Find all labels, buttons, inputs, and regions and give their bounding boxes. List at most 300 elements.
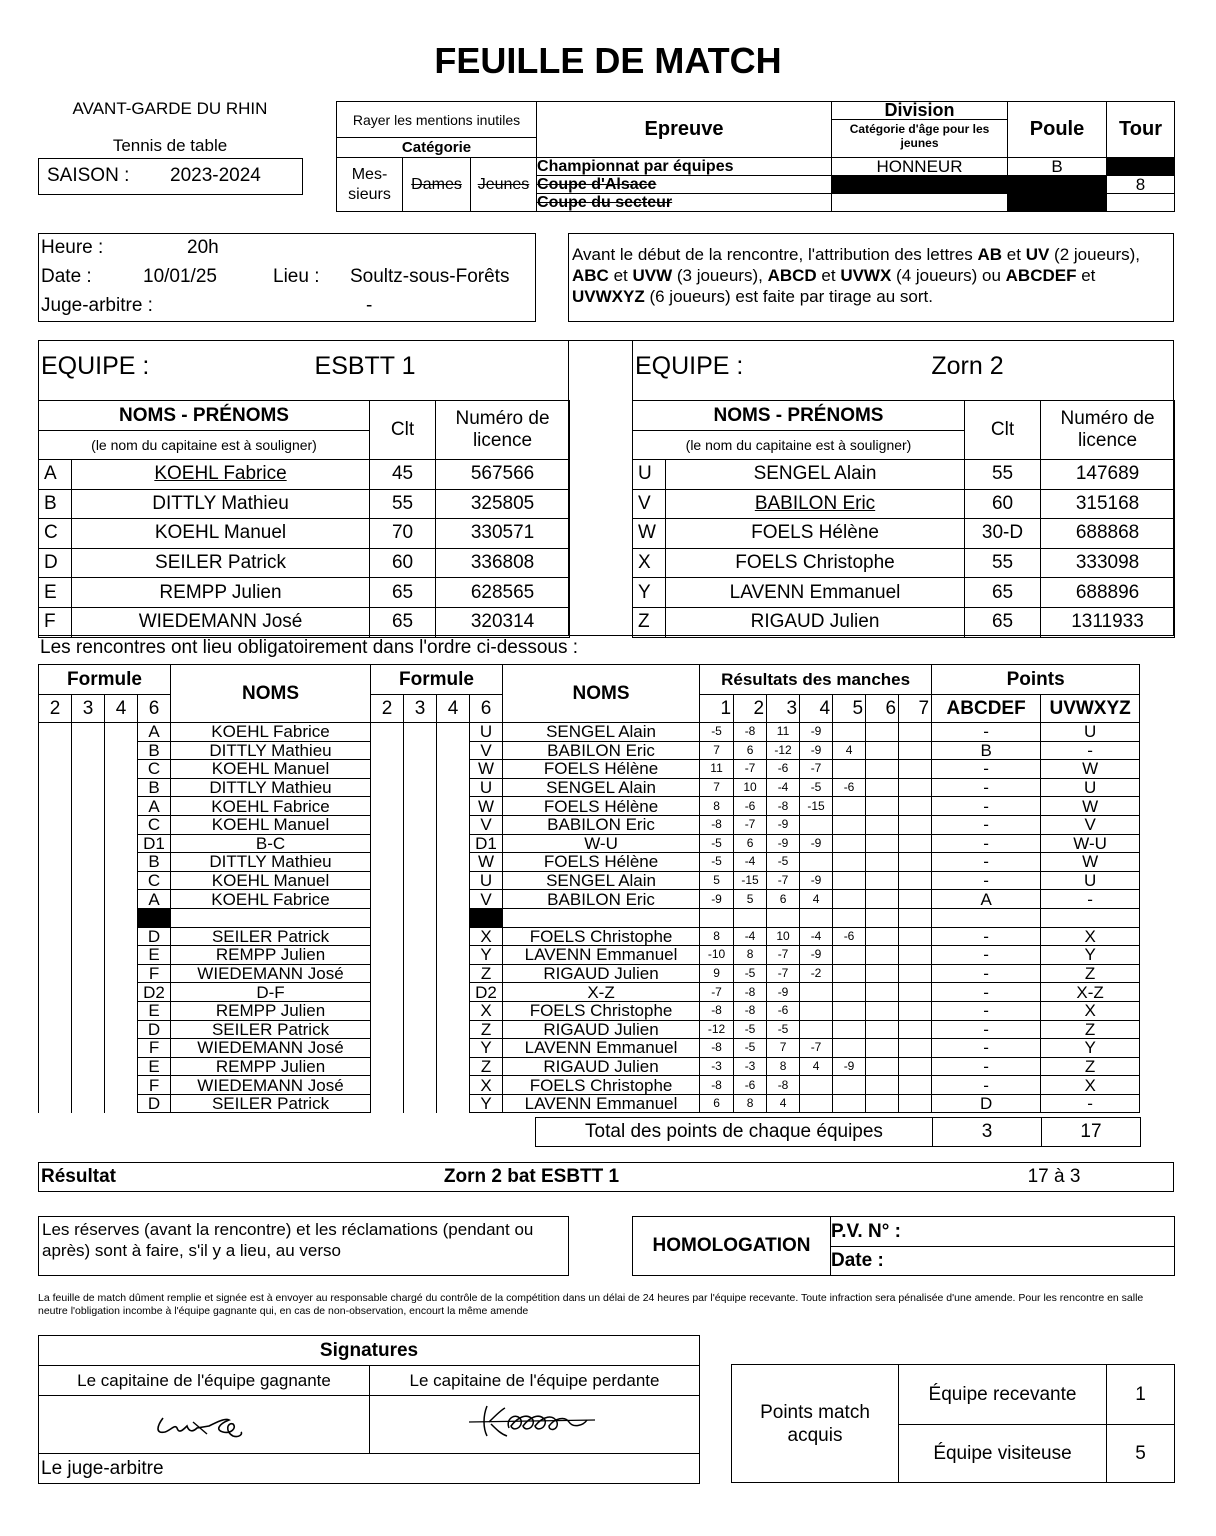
away-clt-header: Clt (965, 401, 1041, 460)
away-letter: Y (470, 1094, 503, 1113)
player-letter: D (39, 548, 72, 578)
formule-cell (72, 871, 105, 890)
home-clt-header: Clt (370, 401, 436, 460)
away-point: V (1041, 815, 1140, 834)
separator-cell (800, 908, 833, 927)
formule-cell (72, 1039, 105, 1058)
player-clt: 65 (370, 578, 436, 608)
formule-cell (105, 815, 138, 834)
home-point: - (932, 1039, 1041, 1058)
away-letter: X (470, 1001, 503, 1020)
formule-cell (105, 834, 138, 853)
set-score (833, 890, 866, 909)
home-player: KOEHL Manuel (171, 871, 371, 890)
loser-signature (465, 1398, 605, 1446)
game-row (39, 946, 1140, 965)
away-letter: W (470, 853, 503, 872)
set-score (800, 1076, 833, 1095)
formule-cell (437, 908, 470, 927)
away-team-table (632, 400, 1175, 638)
set-score: 10 (767, 927, 800, 946)
set-score: 10 (734, 778, 767, 797)
formule-cell (72, 853, 105, 872)
set-score: 7 (700, 741, 734, 760)
strike-note: Rayer les mentions inutiles (337, 102, 537, 138)
away-player: SENGEL Alain (503, 778, 700, 797)
set-score: 7 (700, 778, 734, 797)
game-row (39, 723, 1140, 742)
set-score (833, 760, 866, 779)
set-score: -8 (700, 815, 734, 834)
formule-cell (105, 1039, 138, 1058)
away-letter: V (470, 741, 503, 760)
away-point: W (1041, 760, 1140, 779)
home-point: - (932, 1020, 1041, 1039)
formule-cell (404, 815, 437, 834)
player-licence: 333098 (1041, 548, 1175, 578)
player-licence: 147689 (1041, 460, 1175, 490)
formule-cell (39, 1094, 72, 1113)
away-player: RIGAUD Julien (503, 1020, 700, 1039)
set-score: -6 (734, 797, 767, 816)
pv-label: P.V. N° : (831, 1217, 1175, 1247)
set-score: -15 (734, 871, 767, 890)
away-point: X (1041, 1001, 1140, 1020)
home-formule-col: 2 (39, 695, 72, 723)
home-player: REMPP Julien (171, 1057, 371, 1076)
season-value: 2023-2024 (170, 165, 261, 186)
formule-cell (371, 1057, 404, 1076)
game-row (39, 1057, 1140, 1076)
set-score (866, 834, 899, 853)
set-number-header: 7 (899, 695, 932, 723)
player-name: RIGAUD Julien (666, 607, 965, 637)
set-score: 4 (800, 1057, 833, 1076)
set-score: -9 (767, 983, 800, 1002)
home-player: SEILER Patrick (171, 1094, 371, 1113)
set-score (866, 1001, 899, 1020)
jeunes-cell: Jeunes (471, 158, 537, 212)
formule-cell (437, 1039, 470, 1058)
home-point: A (932, 890, 1041, 909)
set-score (866, 1020, 899, 1039)
set-score: -5 (734, 964, 767, 983)
home-formule-header: Formule (39, 665, 171, 695)
set-score (866, 890, 899, 909)
home-player-row (39, 607, 570, 637)
match-info-box (38, 233, 536, 322)
away-player: FOELS Hélène (503, 853, 700, 872)
set-number-header: 3 (767, 695, 800, 723)
game-row (39, 834, 1140, 853)
home-letter: C (138, 760, 171, 779)
games-separator-row (39, 908, 1140, 927)
set-score (866, 964, 899, 983)
home-formule-col: 4 (105, 695, 138, 723)
reserves-note: Les réserves (avant la rencontre) et les réclamations (pendant ou après) sont à faire, s'il y a lieu, au verso (38, 1216, 569, 1276)
player-licence: 320314 (436, 607, 570, 637)
formule-cell (371, 1094, 404, 1113)
formule-cell (404, 1076, 437, 1095)
formule-cell (72, 797, 105, 816)
formule-cell (105, 1020, 138, 1039)
home-player: DITTLY Mathieu (171, 853, 371, 872)
home-player-row (39, 519, 570, 549)
formule-cell (39, 908, 72, 927)
player-name: LAVENN Emmanuel (666, 578, 965, 608)
set-score: -3 (700, 1057, 734, 1076)
home-points-value: 1 (1107, 1365, 1175, 1425)
player-name: KOEHL Fabrice (72, 460, 370, 490)
set-score: -9 (800, 741, 833, 760)
away-letter: D2 (470, 983, 503, 1002)
formule-cell (404, 1094, 437, 1113)
home-letter: F (138, 1039, 171, 1058)
set-score (800, 815, 833, 834)
formule-cell (437, 964, 470, 983)
player-name: DITTLY Mathieu (72, 489, 370, 519)
set-score: -6 (833, 927, 866, 946)
set-score (866, 1076, 899, 1095)
formule-cell (437, 890, 470, 909)
away-player-row (633, 578, 1175, 608)
set-score (833, 1039, 866, 1058)
set-score (866, 815, 899, 834)
homologation-label: HOMOLOGATION (633, 1217, 831, 1276)
draw-note: Avant le début de la rencontre, l'attribution des lettres AB et UV (2 joueurs), ABC et UVW (3 joueurs), ABCD et UVWX (4 joueurs) ou ABCDEF et UVWXYZ (6 joueurs) est faite par tirage au sort. (568, 233, 1174, 322)
set-score: 4 (833, 741, 866, 760)
referee-label: Le juge-arbitre (39, 1454, 700, 1484)
player-letter: E (39, 578, 72, 608)
away-letter: Z (470, 1020, 503, 1039)
player-letter: C (39, 519, 72, 549)
player-name: SENGEL Alain (666, 460, 965, 490)
home-letter: F (138, 964, 171, 983)
player-licence: 330571 (436, 519, 570, 549)
set-score: -8 (700, 1039, 734, 1058)
separator-cell (899, 908, 932, 927)
formule-cell (371, 927, 404, 946)
home-point: - (932, 760, 1041, 779)
totals-home: 3 (933, 1118, 1042, 1147)
home-point: - (932, 1057, 1041, 1076)
set-score: 6 (767, 890, 800, 909)
set-score (866, 741, 899, 760)
set-score: -8 (734, 723, 767, 742)
home-player: REMPP Julien (171, 1001, 371, 1020)
formule-cell (72, 964, 105, 983)
formule-cell (371, 741, 404, 760)
separator-cell (932, 908, 1041, 927)
formule-cell (39, 946, 72, 965)
away-player: FOELS Hélène (503, 760, 700, 779)
away-player: RIGAUD Julien (503, 964, 700, 983)
set-score (866, 946, 899, 965)
home-point: - (932, 983, 1041, 1002)
player-name: FOELS Christophe (666, 548, 965, 578)
set-score (899, 834, 932, 853)
away-player-row (633, 460, 1175, 490)
season-label: SAISON : (47, 165, 130, 186)
order-note: Les rencontres ont lieu obligatoirement dans l'ordre ci-dessous : (40, 637, 579, 658)
set-score (866, 1094, 899, 1113)
formule-cell (72, 1076, 105, 1095)
division-value: HONNEUR (832, 158, 1008, 176)
set-score (833, 1094, 866, 1113)
game-row (39, 890, 1140, 909)
dames-cell: Dames (403, 158, 471, 212)
formule-cell (371, 1039, 404, 1058)
set-score: -8 (767, 1076, 800, 1095)
set-score: 8 (700, 797, 734, 816)
set-number-header: 5 (833, 695, 866, 723)
player-letter: Y (633, 578, 666, 608)
set-score: -7 (800, 1039, 833, 1058)
formule-cell (404, 1001, 437, 1020)
formule-cell (437, 946, 470, 965)
set-score (866, 778, 899, 797)
away-formule-col: 4 (437, 695, 470, 723)
away-noms-header: NOMS - PRÉNOMS (633, 401, 965, 431)
set-score (899, 760, 932, 779)
result-score: 17 à 3 (1027, 1166, 1081, 1187)
away-formule-col: 3 (404, 695, 437, 723)
set-score (833, 834, 866, 853)
formule-cell (437, 815, 470, 834)
home-licence-header: Numéro de licence (436, 401, 570, 460)
lieu-label: Lieu : (273, 266, 320, 287)
away-player: W-U (503, 834, 700, 853)
home-equipe-label: EQUIPE : (41, 352, 150, 380)
club-name: AVANT-GARDE DU RHIN (72, 99, 268, 118)
home-point: - (932, 927, 1041, 946)
heure-label: Heure : (41, 237, 104, 258)
home-point: D (932, 1094, 1041, 1113)
separator-cell (503, 908, 700, 927)
away-player: FOELS Christophe (503, 1001, 700, 1020)
set-score (899, 1076, 932, 1095)
set-score: 4 (767, 1094, 800, 1113)
formule-cell (72, 815, 105, 834)
formule-cell (105, 890, 138, 909)
homologation-date-label: Date : (831, 1247, 1175, 1276)
away-player-row (633, 519, 1175, 549)
set-score: -9 (800, 871, 833, 890)
player-name: BABILON Eric (666, 489, 965, 519)
home-team-table (38, 400, 570, 638)
home-point: - (932, 964, 1041, 983)
heure-value: 20h (187, 237, 219, 258)
game-row (39, 760, 1140, 779)
formule-cell (437, 1020, 470, 1039)
formule-cell (371, 797, 404, 816)
player-clt: 65 (370, 607, 436, 637)
competition-championnat: Championnat par équipes (537, 158, 832, 176)
player-name: SEILER Patrick (72, 548, 370, 578)
set-score (899, 983, 932, 1002)
away-letter: X (470, 927, 503, 946)
home-letter: E (138, 946, 171, 965)
set-score: -9 (833, 1057, 866, 1076)
age-category-label: Catégorie d'âge pour les jeunes (849, 122, 990, 150)
home-team-name: ESBTT 1 (314, 352, 416, 380)
formule-cell (437, 741, 470, 760)
set-score (833, 983, 866, 1002)
tour-header: Tour (1107, 102, 1175, 158)
set-score (800, 1001, 833, 1020)
home-letter: B (138, 778, 171, 797)
home-point: - (932, 871, 1041, 890)
formule-cell (371, 1020, 404, 1039)
player-clt: 65 (965, 578, 1041, 608)
set-number-header: 2 (734, 695, 767, 723)
set-score: -4 (734, 927, 767, 946)
set-score: -2 (800, 964, 833, 983)
player-clt: 45 (370, 460, 436, 490)
result-label: Résultat (41, 1166, 116, 1187)
formule-cell (371, 815, 404, 834)
away-player: LAVENN Emmanuel (503, 946, 700, 965)
formule-cell (437, 778, 470, 797)
away-point: U (1041, 723, 1140, 742)
set-score: 7 (767, 1039, 800, 1058)
set-score (866, 1057, 899, 1076)
player-letter: U (633, 460, 666, 490)
game-row (39, 815, 1140, 834)
totals-away: 17 (1042, 1118, 1141, 1147)
player-licence: 688868 (1041, 519, 1175, 549)
player-letter: B (39, 489, 72, 519)
formule-cell (437, 760, 470, 779)
set-score: -3 (734, 1057, 767, 1076)
division-blocked (832, 176, 1008, 194)
set-score (866, 797, 899, 816)
player-letter: F (39, 607, 72, 637)
home-formule-col: 3 (72, 695, 105, 723)
formule-cell (105, 1076, 138, 1095)
formule-cell (404, 1020, 437, 1039)
set-score (866, 927, 899, 946)
formule-cell (371, 834, 404, 853)
away-player: SENGEL Alain (503, 723, 700, 742)
separator-cell (1041, 908, 1140, 927)
home-letter: D (138, 927, 171, 946)
formule-cell (105, 1057, 138, 1076)
away-point: Z (1041, 1020, 1140, 1039)
set-score (899, 853, 932, 872)
away-player: BABILON Eric (503, 815, 700, 834)
formule-cell (437, 1001, 470, 1020)
formule-cell (72, 834, 105, 853)
away-point: Y (1041, 946, 1140, 965)
result-text: Zorn 2 bat ESBTT 1 (443, 1166, 620, 1187)
away-points-value: 5 (1107, 1425, 1175, 1483)
home-point: - (932, 1076, 1041, 1095)
set-score: -4 (767, 778, 800, 797)
player-clt: 55 (370, 489, 436, 519)
away-letter: V (470, 815, 503, 834)
set-score: -7 (800, 760, 833, 779)
competition-coupe-secteur: Coupe du secteur (537, 194, 832, 212)
result-bar (38, 1162, 1174, 1192)
page-title: FEUILLE DE MATCH (434, 40, 782, 81)
home-point: - (932, 723, 1041, 742)
player-clt: 70 (370, 519, 436, 549)
formule-cell (371, 853, 404, 872)
poule-header: Poule (1008, 102, 1107, 158)
formule-cell (105, 871, 138, 890)
formule-cell (105, 983, 138, 1002)
set-score (833, 1020, 866, 1039)
home-formule-col: 6 (138, 695, 171, 723)
formule-cell (105, 946, 138, 965)
home-letter: E (138, 1057, 171, 1076)
epreuve-header: Epreuve (537, 102, 832, 158)
separator-block (470, 908, 503, 927)
home-letter: F (138, 1076, 171, 1095)
set-score (866, 760, 899, 779)
set-number-header: 1 (700, 695, 734, 723)
set-score: 6 (734, 741, 767, 760)
formule-cell (105, 741, 138, 760)
set-score (899, 871, 932, 890)
winner-signature (149, 1398, 259, 1446)
away-point: Z (1041, 1057, 1140, 1076)
set-score: 5 (700, 871, 734, 890)
game-row (39, 983, 1140, 1002)
set-score: -7 (767, 964, 800, 983)
signatures-title: Signatures (39, 1336, 700, 1366)
date-label: Date : (41, 266, 92, 287)
away-point: Y (1041, 1039, 1140, 1058)
game-row (39, 1076, 1140, 1095)
away-letter: W (470, 797, 503, 816)
separator-cell (866, 908, 899, 927)
categorie-header: Catégorie (337, 138, 537, 158)
set-score: -8 (734, 983, 767, 1002)
formule-cell (105, 964, 138, 983)
set-number-header: 6 (866, 695, 899, 723)
formule-cell (404, 983, 437, 1002)
formule-cell (404, 871, 437, 890)
game-row (39, 1001, 1140, 1020)
set-score (833, 964, 866, 983)
set-score: -15 (800, 797, 833, 816)
set-score (899, 723, 932, 742)
away-point: - (1041, 890, 1140, 909)
away-player: BABILON Eric (503, 741, 700, 760)
formule-cell (39, 797, 72, 816)
formule-cell (404, 723, 437, 742)
formule-cell (404, 834, 437, 853)
loser-signature-cell (370, 1396, 700, 1454)
totals-label: Total des points de chaque équipes (536, 1118, 933, 1147)
home-player: WIEDEMANN José (171, 1076, 371, 1095)
formule-cell (72, 946, 105, 965)
set-score (899, 1057, 932, 1076)
formule-cell (371, 908, 404, 927)
away-captain-note: (le nom du capitaine est à souligner) (633, 431, 965, 460)
formule-cell (437, 871, 470, 890)
set-score (833, 871, 866, 890)
set-score: -6 (833, 778, 866, 797)
club-sport: Tennis de table (112, 136, 228, 155)
set-score: 8 (734, 1094, 767, 1113)
poule-blocked (1008, 176, 1107, 194)
away-player: LAVENN Emmanuel (503, 1094, 700, 1113)
formule-cell (437, 723, 470, 742)
player-clt: 30-D (965, 519, 1041, 549)
